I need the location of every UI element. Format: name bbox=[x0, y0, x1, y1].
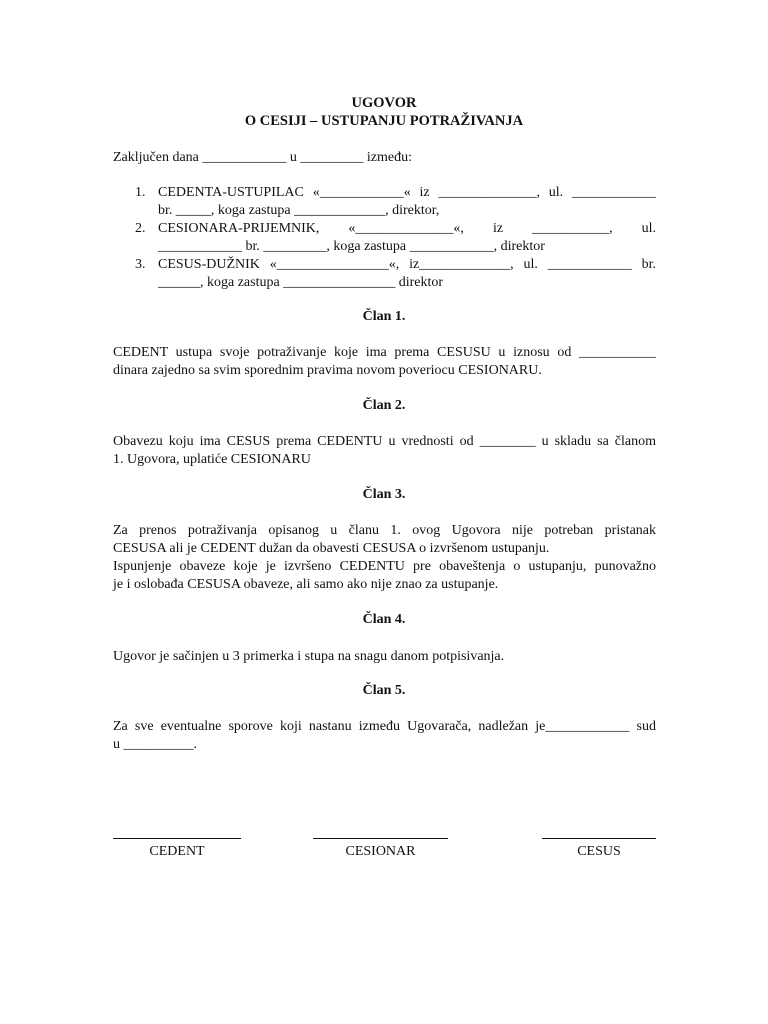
parties-list bbox=[113, 184, 656, 292]
article-line: je i oslobađa CESUSA obaveze, ali samo ako nije znao za ustupanje. bbox=[113, 577, 499, 592]
signature-cesus bbox=[542, 838, 656, 860]
article-heading-4: Član 4. bbox=[362, 612, 406, 627]
article-line: CEDENT ustupa svoje potraživanje koje ima prema CESUSU u iznosu od ___________ bbox=[113, 345, 656, 360]
article-heading-1: Član 1. bbox=[362, 309, 406, 324]
party-number: 3. bbox=[135, 257, 146, 272]
signature-cedent bbox=[113, 838, 241, 860]
article-line: Ispunjenje obaveze koje je izvršeno CEDENTU pre obaveštenja o ustupanju, punovažno bbox=[113, 559, 656, 574]
article-line: 1. Ugovora, uplatiće CESIONARU bbox=[113, 452, 311, 467]
article-text-1 bbox=[113, 344, 656, 380]
signature-label: CESUS bbox=[577, 844, 621, 859]
article-line: Za prenos potraživanja opisanog u članu 1. ovog Ugovora nije potreban pristanak bbox=[113, 523, 656, 538]
article-text-2 bbox=[113, 433, 656, 469]
party-line: ____________ br. _________, koga zastupa ____________, direktor bbox=[158, 239, 545, 254]
party-line: ______, koga zastupa ________________ direktor bbox=[158, 275, 444, 290]
article-text-5 bbox=[113, 718, 656, 754]
article-line: Ugovor je sačinjen u 3 primerka i stupa na snagu danom potpisivanja. bbox=[113, 649, 505, 664]
party-number: 1. bbox=[135, 185, 146, 200]
party-line: br. _____, koga zastupa _____________, direktor, bbox=[158, 203, 440, 218]
signature-line bbox=[313, 838, 448, 839]
party-line: CEDENTA-USTUPILAC «____________« iz ______________, ul. ____________ bbox=[158, 185, 656, 200]
signature-line bbox=[113, 838, 241, 839]
article-line: Obavezu koju ima CESUS prema CEDENTU u vrednosti od ________ u skladu sa članom bbox=[113, 434, 656, 449]
article-line: Za sve eventualne sporove koji nastanu između Ugovarača, nadležan je____________ sud bbox=[113, 719, 656, 734]
party-item-cedent bbox=[113, 184, 656, 220]
signature-label: CESIONAR bbox=[345, 844, 416, 859]
party-line: CESUS-DUŽNIK «________________«, iz_____________, ul. ____________ br. bbox=[158, 257, 656, 272]
document-subtitle: O CESIJI – USTUPANJU POTRAŽIVANJA bbox=[244, 113, 524, 129]
party-line: CESIONARA-PRIJEMNIK, «______________«, iz ___________, ul. bbox=[158, 221, 656, 236]
article-line: dinara zajedno sa svim sporednim pravima novom poveriocu CESIONARU. bbox=[113, 363, 542, 378]
article-heading-2: Član 2. bbox=[362, 398, 406, 413]
article-line: CESUSA ali je CEDENT dužan da obavesti CESUSA o izvršenom ustupanju. bbox=[113, 541, 550, 556]
article-line: u __________. bbox=[113, 737, 197, 752]
document-title: UGOVOR bbox=[351, 95, 417, 111]
signature-cesionar bbox=[313, 838, 448, 860]
signature-line bbox=[542, 838, 656, 839]
intro-line: Zaključen dana ____________ u _________ između: bbox=[113, 150, 412, 165]
article-heading-3: Član 3. bbox=[362, 487, 406, 502]
article-text-4 bbox=[113, 648, 656, 666]
party-number: 2. bbox=[135, 221, 146, 236]
article-heading-5: Član 5. bbox=[362, 683, 406, 698]
party-item-cesus bbox=[113, 256, 656, 292]
signature-label: CEDENT bbox=[149, 844, 205, 859]
article-text-3 bbox=[113, 522, 656, 594]
party-item-cesionar bbox=[113, 220, 656, 256]
